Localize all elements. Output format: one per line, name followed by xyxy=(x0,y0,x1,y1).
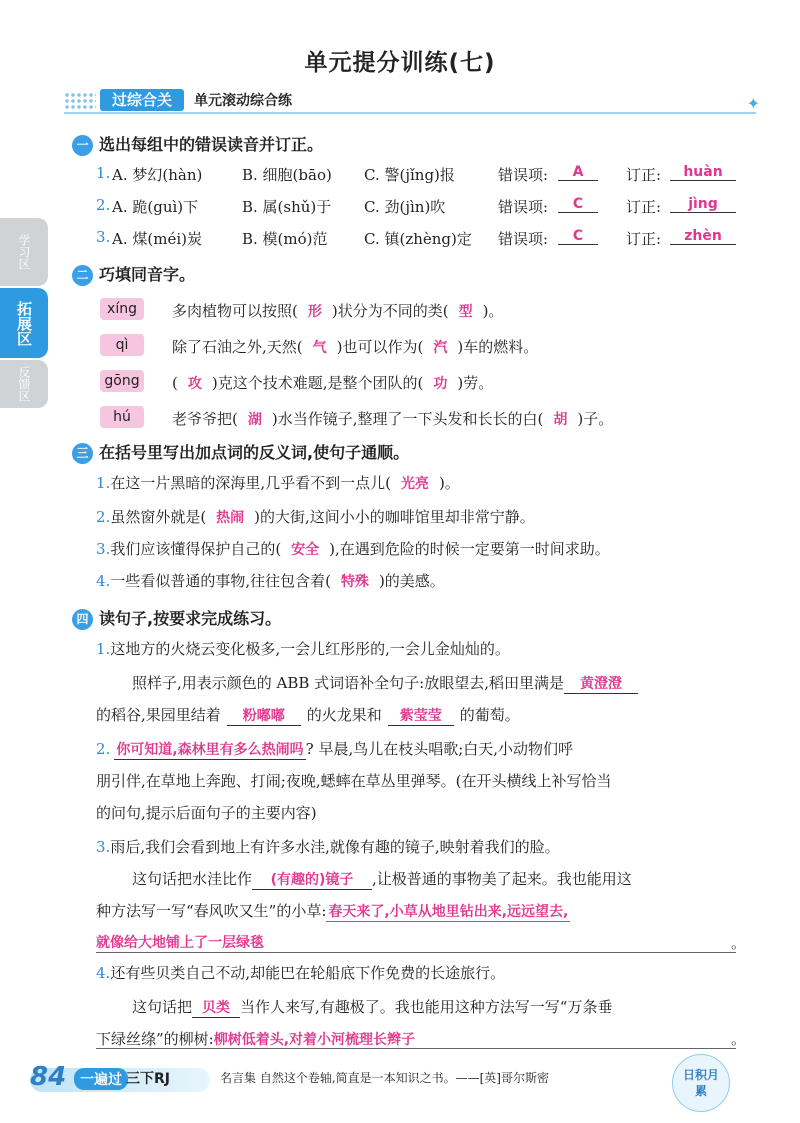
period: 。 xyxy=(730,1030,746,1048)
pinyin-tag: hú xyxy=(100,406,144,428)
q-number: 3. xyxy=(96,838,111,856)
error-label: 错误项: xyxy=(498,230,549,248)
answer-blank: 就像给大地铺上了一层绿毯 xyxy=(96,935,264,951)
sentence-part: 在这一片黑暗的深海里,几乎看不到一点儿( xyxy=(110,474,391,492)
q2-line3: 的问句,提示后面句子的主要内容) xyxy=(96,804,317,822)
sentence-part: 除了石油之外,天然( xyxy=(172,338,303,356)
sentence-part: 老爷爷把( xyxy=(172,410,238,428)
q-number: 2. xyxy=(96,740,111,758)
q-number: 2. xyxy=(96,508,111,526)
answer-blank: 贝类 xyxy=(192,997,240,1018)
q-number: 4. xyxy=(96,964,111,982)
q-number: 3. xyxy=(96,540,111,558)
section-number: 一 xyxy=(72,135,93,156)
error-label: 错误项: xyxy=(498,166,549,184)
answer-char: 形 xyxy=(307,304,322,320)
answer-blank: 粉嘟嘟 xyxy=(227,705,301,726)
q4-text-a: 这句话把 xyxy=(132,998,193,1016)
grade-label: 三下RJ xyxy=(126,1071,170,1087)
sentence-part: )的大街,这间小小的咖啡馆里却非常宁静。 xyxy=(254,508,535,526)
star-icon: ✦ xyxy=(746,94,760,113)
answer-word: 安全 xyxy=(291,542,320,558)
section-4-heading xyxy=(72,606,281,630)
q3-line3 xyxy=(96,932,746,952)
option-c: C. 劲(jìn)吹 xyxy=(364,198,446,216)
section-title: 在括号里写出加点词的反义词,使句子通顺。 xyxy=(99,443,410,462)
section-title: 选出每组中的错误读音并订正。 xyxy=(99,135,324,154)
sentence-part: 虽然窗外就是( xyxy=(110,508,207,526)
page-number: 84 xyxy=(30,1062,67,1092)
answer-char: 胡 xyxy=(553,412,568,428)
answer-line xyxy=(96,952,736,953)
section-banner xyxy=(64,88,760,114)
section-title: 巧填同音字。 xyxy=(99,265,196,284)
answer-word: 光亮 xyxy=(400,476,429,492)
antonym-row xyxy=(96,538,610,559)
answer-blank: 你可知道,森林里有多么热闹吗 xyxy=(114,739,305,760)
q4-text-c: 下绿丝绦”的柳树: xyxy=(96,1030,214,1048)
q3-text-c: 种方法写一写“春风吹又生”的小草: xyxy=(96,902,327,920)
section-title: 读句子,按要求完成练习。 xyxy=(99,609,282,628)
answer-char: 攻 xyxy=(187,376,202,392)
error-answer: A xyxy=(558,164,598,181)
homophone-row xyxy=(172,336,538,357)
sentence-part: )也可以作为( xyxy=(336,338,424,356)
option-b: B. 属(shǔ)于 xyxy=(242,198,332,216)
q4-text: 还有些贝类自己不动,却能巴在轮船底下作免费的长途旅行。 xyxy=(110,964,506,982)
sentence-part: )。 xyxy=(482,302,504,320)
answer-blank: 黄澄澄 xyxy=(564,673,638,694)
section-1-heading xyxy=(72,132,323,156)
fix-label: 订正: xyxy=(626,166,662,184)
sentence-part: )。 xyxy=(438,474,460,492)
answer-char: 气 xyxy=(312,340,327,356)
side-tab-extend: 拓展区 xyxy=(0,288,48,358)
q1-text-c: 的葡萄。 xyxy=(459,706,520,724)
q1-instruction: 照样子,用表示颜色的 ABB 式词语补全句子:放眼望去,稻田里满是 xyxy=(132,674,565,692)
q1-line2 xyxy=(96,704,520,726)
answer-line xyxy=(96,1048,736,1049)
q3-text-b: ,让极普通的事物美了起来。我也能用这 xyxy=(372,870,632,888)
daily-badge-text: 日积月累 xyxy=(683,1068,720,1098)
q4-line1 xyxy=(132,996,612,1018)
sentence-part: )劳。 xyxy=(457,374,494,392)
q1-sentence xyxy=(96,638,510,659)
answer-char: 型 xyxy=(458,304,473,320)
q1-text: 这地方的火烧云变化极多,一会儿红彤彤的,一会儿金灿灿的。 xyxy=(110,640,510,658)
q2-line1 xyxy=(96,738,573,760)
error-label: 错误项: xyxy=(498,198,549,216)
sentence-part: 我们应该懂得保护自己的( xyxy=(110,540,282,558)
section-number: 三 xyxy=(72,443,93,464)
answer-blank: 紫莹莹 xyxy=(388,705,454,726)
q-number: 3. xyxy=(96,228,111,246)
banner-badge: 过综合关 xyxy=(100,89,184,111)
q2-line2: 朋引伴,在草地上奔跑、打闹;夜晚,蟋蟀在草丛里弹琴。(在开头横线上补写恰当 xyxy=(96,772,612,790)
footer-quote: 名言集 自然这个卷轴,简直是一本知识之书。——[英]哥尔斯密 xyxy=(220,1071,549,1085)
sentence-part: 多肉植物可以按照( xyxy=(172,302,298,320)
homophone-row xyxy=(172,408,613,429)
antonym-row xyxy=(96,506,535,527)
option-c: C. 警(jǐng)报 xyxy=(364,166,455,184)
antonym-row xyxy=(96,570,445,591)
answer-char: 汽 xyxy=(433,340,448,356)
q3-line1 xyxy=(132,868,632,890)
q-number: 1. xyxy=(96,164,111,182)
banner-dots xyxy=(64,92,96,110)
answer-char: 湖 xyxy=(247,412,262,428)
sentence-part: )子。 xyxy=(577,410,614,428)
antonym-row xyxy=(96,472,460,493)
fix-label: 订正: xyxy=(626,230,662,248)
q4-sentence xyxy=(96,962,505,983)
pinyin-tag: xíng xyxy=(100,298,144,320)
answer-word: 特殊 xyxy=(340,574,369,590)
option-a: A. 跪(guì)下 xyxy=(112,198,199,216)
pinyin-tag: qì xyxy=(100,334,144,356)
q1-text-a: 的稻谷,果园里结着 xyxy=(96,706,221,724)
q-number: 1. xyxy=(96,474,111,492)
q-number: 2. xyxy=(96,196,111,214)
section-number: 四 xyxy=(72,609,93,630)
brand-logo: 一遍过 xyxy=(74,1068,128,1090)
fix-answer: huàn xyxy=(670,164,736,181)
option-b: B. 细胞(bāo) xyxy=(242,166,332,184)
sentence-part: ( xyxy=(172,374,178,392)
homophone-row xyxy=(172,372,493,393)
section-2-heading xyxy=(72,262,195,286)
q1-line1 xyxy=(132,672,638,694)
q1-text-b: 的火龙果和 xyxy=(306,706,382,724)
option-a: A. 梦幻(hàn) xyxy=(112,166,203,184)
sentence-part: 一些看似普通的事物,往往包含着( xyxy=(110,572,331,590)
homophone-row xyxy=(172,300,503,321)
sentence-part: )克这个技术难题,是整个团队的( xyxy=(211,374,424,392)
answer-char: 功 xyxy=(433,376,448,392)
sentence-part: )车的燃料。 xyxy=(457,338,539,356)
answer-blank: (有趣的)镜子 xyxy=(252,869,372,890)
page-title: 单元提分训练(七) xyxy=(304,50,496,76)
side-tab-study: 学习区 xyxy=(0,218,48,286)
q3-text: 雨后,我们会看到地上有许多水洼,就像有趣的镜子,映射着我们的脸。 xyxy=(110,838,560,856)
sentence-part: )的美感。 xyxy=(378,572,445,590)
page-footer xyxy=(0,1054,800,1098)
option-b: B. 模(mó)范 xyxy=(242,230,328,248)
q4-text-b: 当作人来写,有趣极了。我也能用这种方法写一写“万条垂 xyxy=(240,998,613,1016)
q3-line2 xyxy=(96,900,570,922)
sentence-part: )状分为不同的类( xyxy=(331,302,449,320)
answer-blank: 柳树低着头,对着小河梳理长辫子 xyxy=(213,1032,416,1048)
q3-text-a: 这句话把水洼比作 xyxy=(132,870,253,888)
q2-text: ? 早晨,鸟儿在枝头唱歌;白天,小动物们呼 xyxy=(305,740,574,758)
daily-badge xyxy=(672,1054,730,1112)
q-number: 4. xyxy=(96,572,111,590)
answer-blank: 春天来了,小草从地里钻出来,远远望去, xyxy=(326,901,570,922)
q4-line2 xyxy=(96,1028,746,1049)
sentence-part: ),在遇到危险的时候一定要第一时间求助。 xyxy=(329,540,610,558)
error-answer: C xyxy=(558,228,598,245)
error-answer: C xyxy=(558,196,598,213)
period: 。 xyxy=(730,934,746,952)
side-tab-feedback: 反馈区 xyxy=(0,360,48,408)
section-3-heading xyxy=(72,440,409,464)
section-number: 二 xyxy=(72,265,93,286)
pinyin-tag: gōng xyxy=(100,370,144,392)
banner-subtitle: 单元滚动综合练 xyxy=(194,93,292,109)
fix-answer: jìng xyxy=(670,196,736,213)
answer-word: 热闹 xyxy=(216,510,245,526)
q-number: 1. xyxy=(96,640,111,658)
q3-sentence xyxy=(96,836,560,857)
fix-label: 订正: xyxy=(626,198,662,216)
option-c: C. 镇(zhèng)定 xyxy=(364,230,472,248)
option-a: A. 煤(méi)炭 xyxy=(112,230,202,248)
fix-answer: zhèn xyxy=(670,228,736,245)
sentence-part: )水当作镜子,整理了一下头发和长长的白( xyxy=(271,410,544,428)
